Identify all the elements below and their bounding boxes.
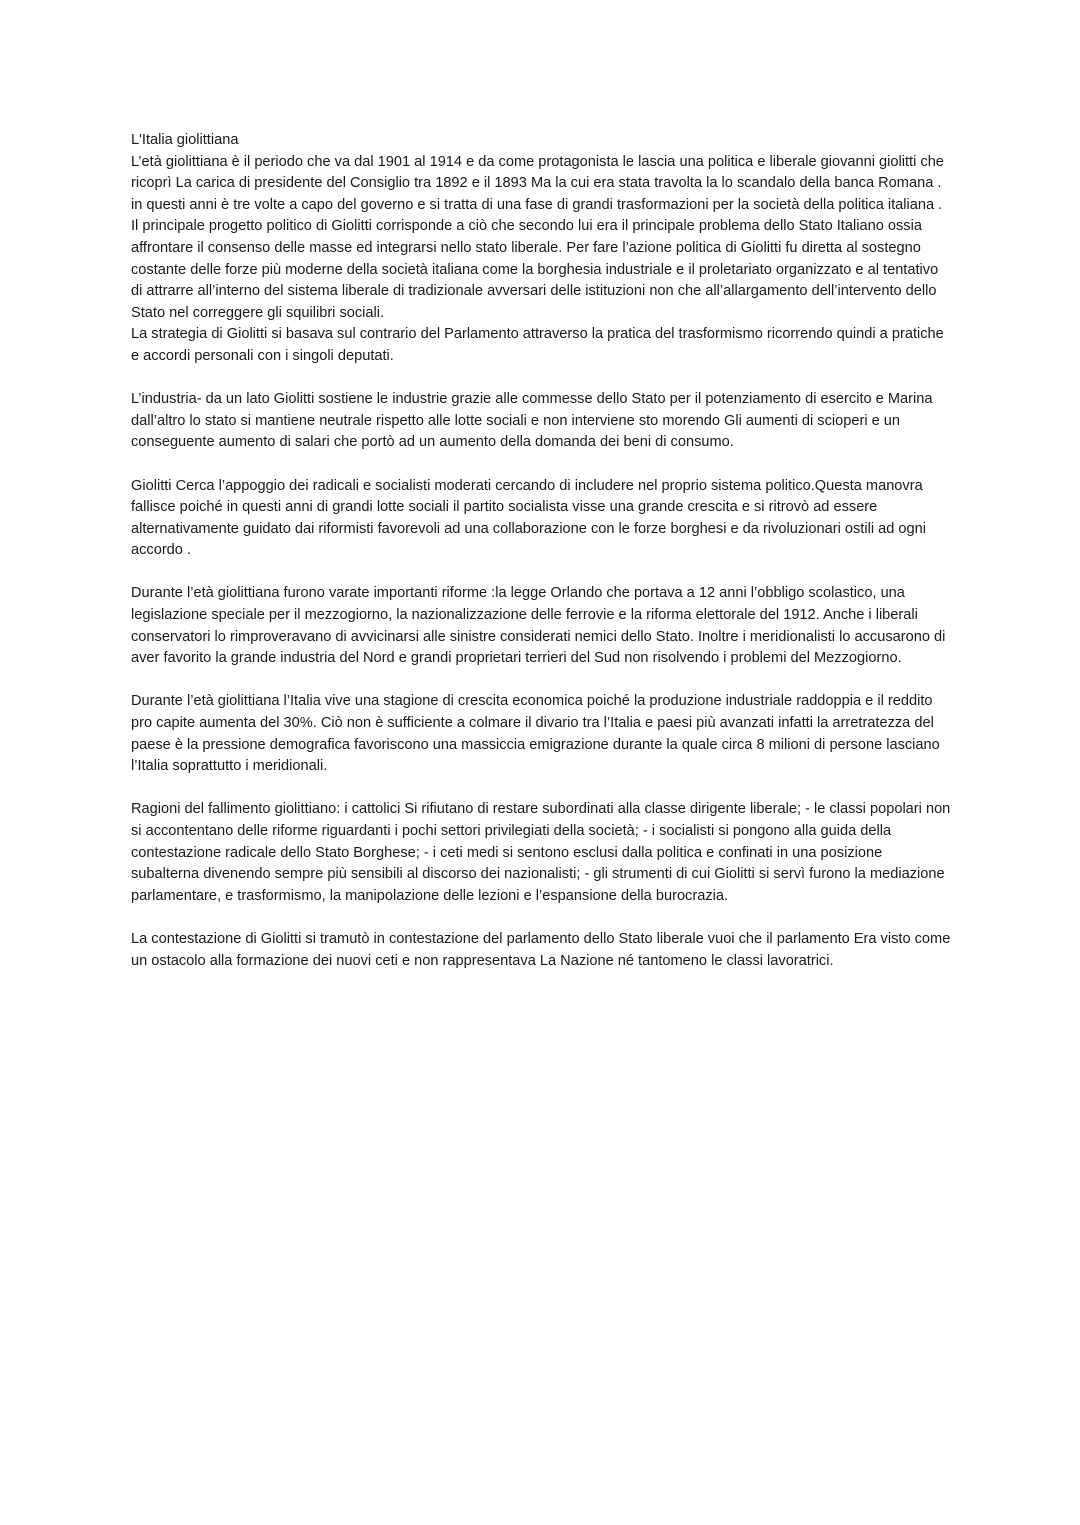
- paragraph-failure-reasons: Ragioni del fallimento giolittiano: i cattolici Si rifiutano di restare subordinati alla classe dirigente liberale; - le classi popolari non si accontentano delle riforme riguardanti i pochi settori privilegiati della società; - i socialisti si pongono alla guida della contestazione radicale dello Stato Borghese; - i ceti medi si sentono esclusi dalla politica e confinati in una posizione subalterna divenendo sempre più sensibili al discorso dei nazionalisti; - gli strumenti di cui Giolitti si servì furono la mediazione parlamentare, e trasformismo, la manipolazione delle lezioni e l’espansione della burocrazia.: [131, 801, 951, 904]
- paragraph-strategy: La strategia di Giolitti si basava sul contrario del Parlamento attraverso la pratica del trasformismo ricorrendo quindi a pratiche e accordi personali con i singoli deputati.: [131, 326, 944, 364]
- paragraph-industry: L’industria- da un lato Giolitti sostiene le industrie grazie alle commesse dello Stato per il potenziamento di esercito e Marina dall’altro lo stato si mantiene neutrale rispetto alle lotte sociali e non interviene sto morendo Gli aumenti di scioperi e un conseguente aumento di salari che portò ad un aumento della domanda dei beni di consumo.: [131, 391, 933, 451]
- document-body: [131, 130, 953, 972]
- paragraph-political-project: Il principale progetto politico di Giolitti corrisponde a ciò che secondo lui era il principale problema dello Stato Italiano ossia affrontare il consenso delle masse ed integrarsi nello stato liberale. Per fare l’azione politica di Giolitti fu diretta al sostegno costante delle forze più moderne della società italiana come la borghesia industriale e il proletariato organizzato e al tentativo di attrarre all’interno del sistema liberale di tradizionale avversari delle istituzioni non che all’allargamento dell’intervento dello Stato nel correggere gli squilibri sociali.: [131, 218, 939, 321]
- paragraph-contestation: La contestazione di Giolitti si tramutò in contestazione del parlamento dello Stato liberale vuoi che il parlamento Era visto come un ostacolo alla formazione dei nuovi ceti e non rappresentava La Nazione né tantomeno le classi lavoratrici.: [131, 930, 951, 969]
- paragraph-economic-growth: Durante l’età giolittiana l’Italia vive una stagione di crescita economica poiché la produzione industriale raddoppia e il reddito pro capite aumenta del 30%. Ciò non è sufficiente a colmare il divario tra l’Italia e paesi più avanzati infatti la arretratezza del paese è la pressione demografica favoriscono una massiccia emigrazione durante la quale circa 8 milioni di persone lasciano l’Italia soprattutto i meridionali.: [131, 693, 940, 775]
- paragraph-intro: L’età giolittiana è il periodo che va dal 1901 al 1914 e da come protagonista le lascia una politica e liberale giovanni giolitti che ricoprì La carica di presidente del Consiglio tra 1892 e il 1893 Ma la cui era stata travolta la lo scandalo della banca Romana . in questi anni è tre volte a capo del governo e si tratta di una fase di grandi trasformazioni per la società della politica italiana .: [131, 153, 944, 213]
- paragraph-radicals-socialists: Giolitti Cerca l’appoggio dei radicali e socialisti moderati cercando di includere nel proprio sistema politico.Questa manovra fallisce poiché in questi anni di grandi lotte sociali il partito socialista visse una grande crescita e si ritrovò ad essere alternativamente guidato dai riformisti favorevoli ad una collaborazione con le forze borghesi e da rivoluzionari ostili ad ogni accordo .: [131, 477, 926, 559]
- paragraph-reforms: Durante l’età giolittiana furono varate importanti riforme :la legge Orlando che portava a 12 anni l’obbligo scolastico, una legislazione speciale per il mezzogiorno, la nazionalizzazione delle ferrovie e la riforma elettorale del 1912. Anche i liberali conservatori lo rimproveravano di avvicinarsi alle sinistre considerati nemici dello Stato. Inoltre i meridionalisti lo accusarono di aver favorito la grande industria del Nord e grandi proprietari terrieri del Sud non risolvendo i problemi del Mezzogiorno.: [131, 585, 946, 667]
- document-title: L'Italia giolittiana: [131, 132, 239, 148]
